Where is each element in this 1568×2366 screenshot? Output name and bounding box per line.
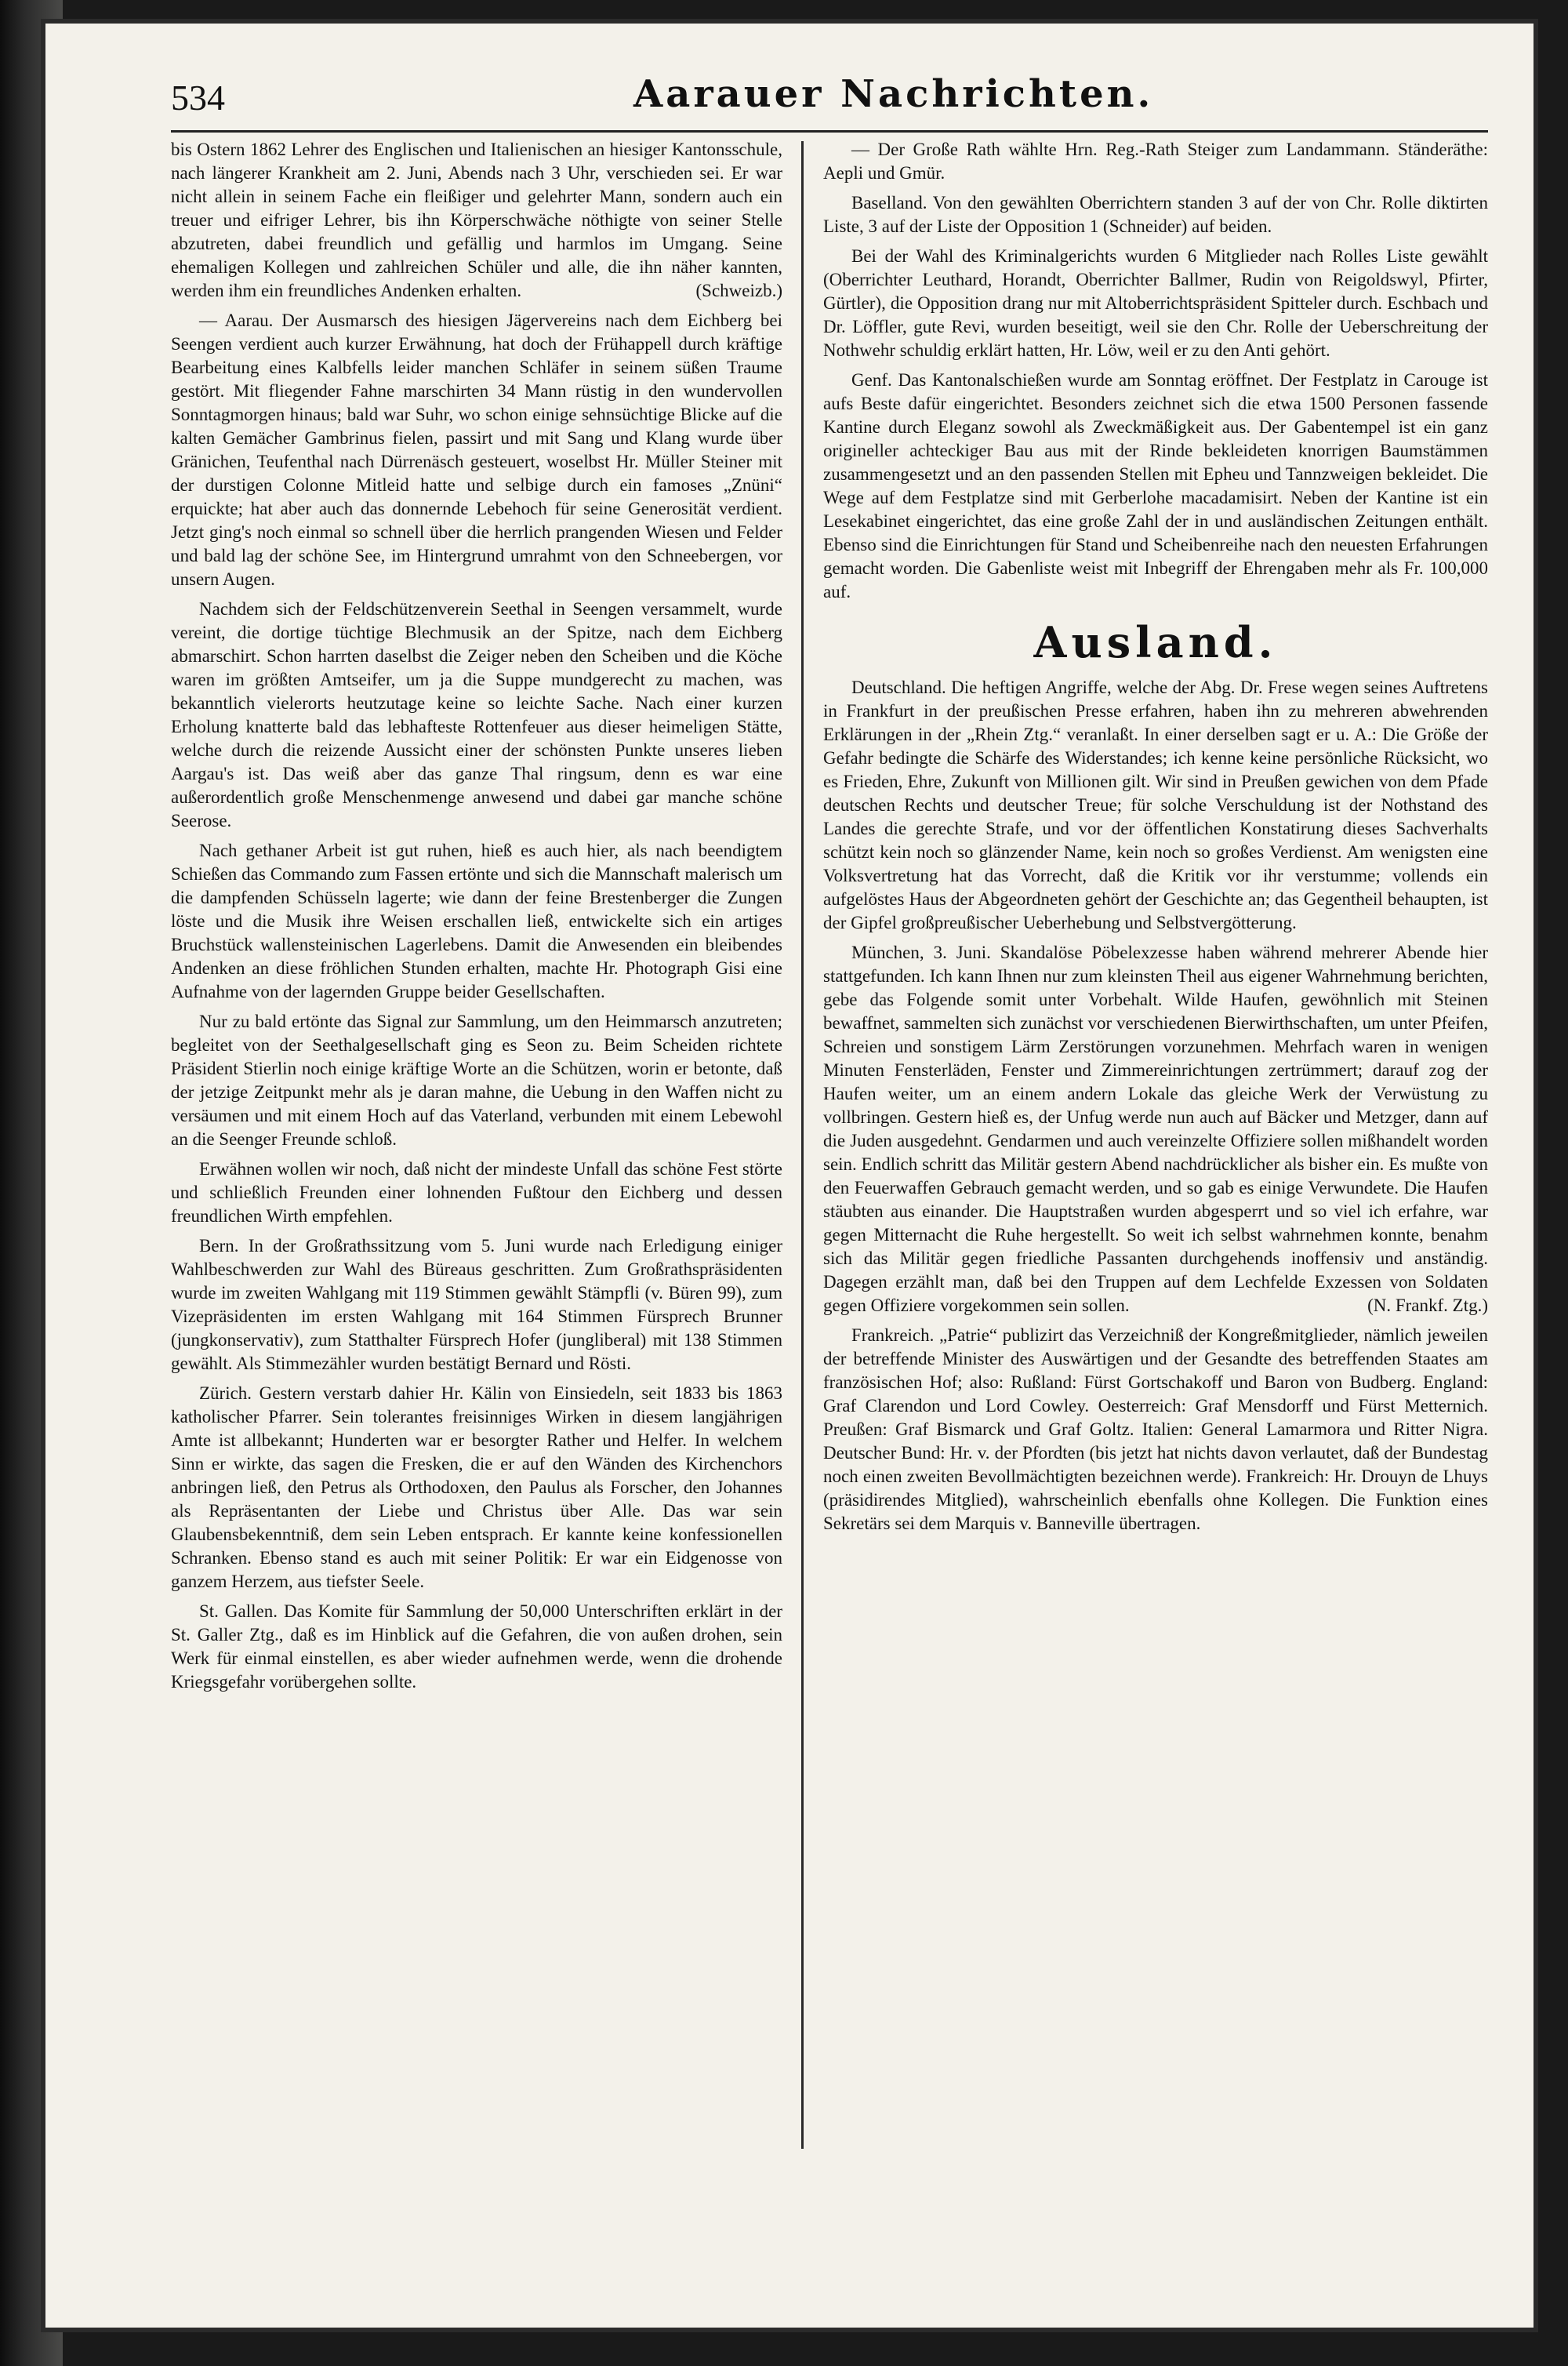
column-divider — [801, 141, 804, 2149]
article-paragraph: Frankreich. „Patrie“ publizirt das Verzeichniß der Kongreßmitglieder, nämlich jeweilen der betreffende Minister des Auswärtigen und der Gesandte des betreffenden Staates am französischen Hof; also: Rußland: Fürst Gortschakoff und Baron von Budberg. England: Graf Clarendon und Lord Cowley. Oesterreich: Graf Mensdorff und Fürst Metternich. Preußen: Graf Bismarck und Graf Goltz. Italien: General Lamarmora und Ritter Nigra. Deutscher Bund: Hr. v. der Pfordten (bis jetzt hat nichts davon verlautet, daß der Bundestag noch einen zweiten Bevollmächtigten bezeichnen werde). Frankreich: Hr. Drouyn de Lhuys (präsidirendes Mitglied), wahrscheinlich ebenfalls ohne Kollegen. Die Funktion eines Sekretärs sei dem Marquis v. Banneville übertragen. — [823, 1325, 1488, 1533]
article-paragraph: Bei der Wahl des Kriminalgerichts wurden 6 Mitglieder nach Rolles Liste gewählt (Oberrichter Leuthard, Horandt, Oberrichter Ballmer, Rudin von Reigoldswyl, Pfirter, Gürtler), die Opposition drang nur mit Altoberrichtspräsident Spitteler durch. Eschbach und Dr. Löffler, gute Revi, wurden beseitigt, weil sie den Chr. Rolle der Ueberschreitung der Nothwehr schuldig erklärt hatten, Hr. Löw, weil er zu den Anti gehört. — [823, 246, 1488, 360]
newspaper-title: Aarauer Nachrichten. — [633, 72, 1154, 116]
section-heading-ausland: Ausland. — [1033, 617, 1278, 667]
article-paragraph: Nachdem sich der Feldschützenverein Seethal in Seengen versammelt, wurde vereint, die dortige tüchtige Blechmusik an der Spitze, nach dem Eichberg abmarschirt. Schon harrten daselbst die Zeiger neben den Scheiben und die Köche waren im größten Amtseifer, um ja die Suppe mundgerecht zu machen, was bekanntlich vielerorts heutzutage keine so leichte Sache. Nach einer kurzen Erholung knatterte bald das lebhafteste Rottenfeuer aus dieser heimeligen Stätte, welche durch die reizende Aussicht einer der schönsten Punkte unseres lieben Aargau's ist. Das weiß aber das ganze Thal ringsum, denn es war eine außerordentlich große Menschenmenge anwesend und dabei gar manche schöne Seerose. — [171, 599, 782, 830]
article-paragraph: Nur zu bald ertönte das Signal zur Sammlung, um den Heimmarsch anzutreten; begleitet von der Seethalgesellschaft ging es Seon zu. Beim Scheiden richtete Präsident Stierlin noch einige kräftige Worte an die Schützen, worin er betonte, daß der jetzige Zeitpunkt mehr als je daran mahne, die Uebung in den Waffen nicht zu versäumen und mit einem Hoch auf das Vaterland, verbunden mit einem Lebewohl an die Seenger Freunde schloß. — [171, 1012, 782, 1149]
article-paragraph: — Der Große Rath wählte Hrn. Reg.-Rath Steiger zum Landammann. Ständeräthe: Aepli und Gmür. — [823, 140, 1488, 183]
article-paragraph: St. Gallen. Das Komite für Sammlung der 50,000 Unterschriften erklärt in der St. Galler Ztg., daß es im Hinblick auf die Gefahren, die von außen drohen, sein Werk für einmal einstellen, es aber wieder aufnehmen werde, wenn die drohende Kriegsgefahr vorübergehen sollte. — [171, 1601, 782, 1692]
article-paragraph: — Aarau. Der Ausmarsch des hiesigen Jägervereins nach dem Eichberg bei Seengen verdient auch kurzer Erwähnung, hat doch der Frühappell durch kräftige Bearbeitung eines Kalbfells leider manchen Schläfer in seinem süßen Traume gestört. Mit fliegender Fahne marschirten 34 Mann rüstig in den wundervollen Sonntagmorgen hinaus; bald war Suhr, wo schon einige sehnsüchtige Blicke auf die kalten Gemächer Gambrinus fielen, passirt und mit Sang und Klang wurde über Gränichen, Teufenthal nach Dürrenäsch gesteuert, woselbst Hr. Müller Steiner mit der durstigen Colonne Mitleid hatte und selbige durch ein famoses „Znüni“ erquickte; hat aber auch das donnernde Lebehoch für seine Generosität verdient. Jetzt ging's noch einmal so schnell über die herrlich prangenden Wiesen und Felder und bald lag der schöne See, im Hintergrund umrahmt von den Schneebergen, vor unsern Augen. — [171, 311, 782, 589]
page-header — [132, 72, 1496, 135]
article-paragraph: Bern. In der Großrathssitzung vom 5. Juni wurde nach Erledigung einiger Wahlbeschwerden zur Wahl des Büreaus geschritten. Zum Großrathspräsidenten wurde im zweiten Wahlgang mit 119 Stimmen gewählt Stämpfli (v. Büren 99), zum Vizepräsidenten im ersten Wahlgang mit 164 Stimmen Fürsprech Brunner (jungkonservativ), zum Statthalter Fürsprech Hofer (jungliberal) mit 138 Stimmen gewählt. Als Stimmezähler wurden bestätigt Bernard und Rösti. — [171, 1236, 782, 1373]
header-rule — [171, 130, 1488, 133]
right-column — [823, 138, 1488, 2255]
article-paragraph: Baselland. Von den gewählten Oberrichtern standen 3 auf der von Chr. Rolle diktirten Liste, 3 auf der Liste der Opposition 1 (Schneider) auf beiden. — [823, 193, 1488, 236]
source-credit: (Schweizb.) — [695, 281, 782, 300]
article-paragraph: Erwähnen wollen wir noch, daß nicht der mindeste Unfall das schöne Fest störte und schließlich Freunden einer lohnenden Fußtour den Eichberg und dessen freundlichen Wirth empfehlen. — [171, 1159, 782, 1226]
source-credit: (N. Frankf. Ztg.) — [1367, 1296, 1488, 1315]
article-paragraph: München, 3. Juni. Skandalöse Pöbelexzesse haben während mehrerer Abende hier stattgefunden. Ich kann Ihnen nur zum kleinsten Theil aus eigener Wahrnehmung berichten, gebe das Folgende somit unter Vorbehalt. Wilde Haufen, gewöhnlich mit Steinen bewaffnet, sammelten sich zunächst vor verschiedenen Bierwirthschaften, um unter Pfeifen, Schreien und sonstigem Lärm Zerstörungen vorzunehmen. Mehrfach waren in wenigen Minuten Fensterläden, Fenster und Zimmereinrichtungen zertrümmert; darauf zog der Haufen weiter, um an einem andern Lokale das gleiche Werk der Verwüstung zu vollbringen. Gestern hieß es, der Unfug werde nun auch auf Bäcker und Metzger, dann auf die Juden ausgedehnt. Gendarmen und auch vereinzelte Offiziere sollen mißhandelt worden sein. Endlich schritt das Militär gestern Abend nachdrücklicher als bisher ein. Es mußte von den Feuerwaffen Gebrauch gemacht werden, und so gab es einige Verwundete. Die Haufen stäubten aus einander. Die Hauptstraßen wurden abgesperrt und so viel ich erfahre, war gegen Mitternacht die Ruhe hergestellt. So weit ich selbst wahrnehmen konnte, benahm sich das Militär gegen friedliche Passanten durchgehends inoffensiv und anständig. Dagegen erzählt man, daß bei den Truppen auf dem Lechfelde Exzessen von Soldaten gegen Offiziere vorgekommen sein sollen. (N. Frankf. Ztg.) — [823, 941, 1488, 1317]
article-paragraph: Deutschland. Die heftigen Angriffe, welche der Abg. Dr. Frese wegen seines Auftretens in Frankfurt in der preußischen Presse erfahren, haben ihn zu mehreren abwehrenden Erklärungen in der „Rhein Ztg.“ veranlaßt. In einer derselben sagt er u. A.: Die Größe der Gefahr bedingte die Schärfe des Widerstandes; ich kenne keine persönliche Rücksicht, wo es Frieden, Ehre, Zukunft von Millionen gilt. Wir sind in Preußen gewichen von dem Pfade deutschen Rechts und deutscher Treue; für solche Verschuldung ist der Nothstand des Landes die gerechte Strafe, und vor der öffentlichen Konstatirung dieses Sachverhalts schützt kein noch so glänzender Name, kein noch so großes Verdienst. Am wenigsten eine Volksvertretung hat das Vorrecht, daß die Kritik vor ihr verstumme; vollends ein aufgelöstes Haus der Abgeordneten gehört der Geschichte an; das Gegentheil behaupten, ist der Gipfel großpreußischer Ueberhebung und Selbstvergötterung. — [823, 678, 1488, 932]
article-paragraph: Zürich. Gestern verstarb dahier Hr. Kälin von Einsiedeln, seit 1833 bis 1863 katholischer Pfarrer. Sein tolerantes freisinniges Wirken in diesem langjährigen Amte ist allbekannt; Hunderten war er besorgter Rather und Helfer. In welchem Sinn er wirkte, das sagen die Fresken, die er auf den Wänden des Kirchenchors anbringen ließ, den Petrus als Orthodoxen, den Paulus als Forscher, den Johannes als Repräsentanten der Liebe und Christus über Alle. Das war sein Glaubensbekenntniß, dem sein Leben entsprach. Er kannte keine konfessionellen Schranken. Ebenso stand es auch mit seiner Politik: Er war ein Eidgenosse von ganzem Herzem, aus tiefster Seele. — [171, 1383, 782, 1591]
page-number: 534 — [171, 78, 225, 118]
article-paragraph: bis Ostern 1862 Lehrer des Englischen und Italienischen an hiesiger Kantonsschule, nach längerer Krankheit am 2. Juni, Abends nach 3 Uhr, verschieden sei. Er war nicht allein in seinem Fache ein fleißiger und gelehrter Mann, sondern auch ein treuer und eifriger Lehrer, bis ihn Körperschwäche nöthigte von seiner Stelle abzutreten, dabei freundlich und gefällig und harmlos im Umgang. Seine ehemaligen Kollegen und zahlreichen Schüler und alle, die ihn näher kannten, werden ihm ein freundliches Andenken erhalten. (Schweizb.) — [171, 138, 782, 303]
article-paragraph: Nach gethaner Arbeit ist gut ruhen, hieß es auch hier, als nach beendigtem Schießen das Commando zum Fassen ertönte und sich die Mannschaft malerisch um die dampfenden Schüsseln lagerte; wie dann der feine Brestenberger die Zungen löste und die Musik ihre Weisen erschallen ließ, entwickelte sich ein artiges Bruchstück wallensteinischen Lagerlebens. Damit die Anwesenden ein bleibendes Andenken an diese fröhlichen Stunden erhalten, machte Hr. Photograph Gisi eine Aufnahme von der lagernden Gruppe beider Gesellschaften. — [171, 841, 782, 1001]
article-paragraph: Genf. Das Kantonalschießen wurde am Sonntag eröffnet. Der Festplatz in Carouge ist aufs Beste dafür eingerichtet. Besonders zeichnet sich die etwa 1500 Personen fassende Kantine durch Eleganz sowohl als Zweckmäßigkeit aus. Der Gabentempel ist ein ganz origineller achteckiger Bau aus mit der Rinde bekleideten knorrigen Baumstämmen zusammengesetzt und an den passenden Stellen mit Epheu und Tannzweigen bekleidet. Die Wege auf dem Festplatze sind mit Gerberlohe macadamisirt. Neben der Kantine ist ein Lesekabinet eingerichtet, das eine große Zahl der in und ausländischen Zeitungen enthält. Ebenso sind die Einrichtungen für Stand und Scheibenreihe nach den neuesten Erfahrungen gemacht worden. Die Gabenliste weist mit Inbegriff der Ehrengaben mehr als Fr. 100,000 auf. — [823, 370, 1488, 601]
left-column — [171, 138, 782, 2255]
